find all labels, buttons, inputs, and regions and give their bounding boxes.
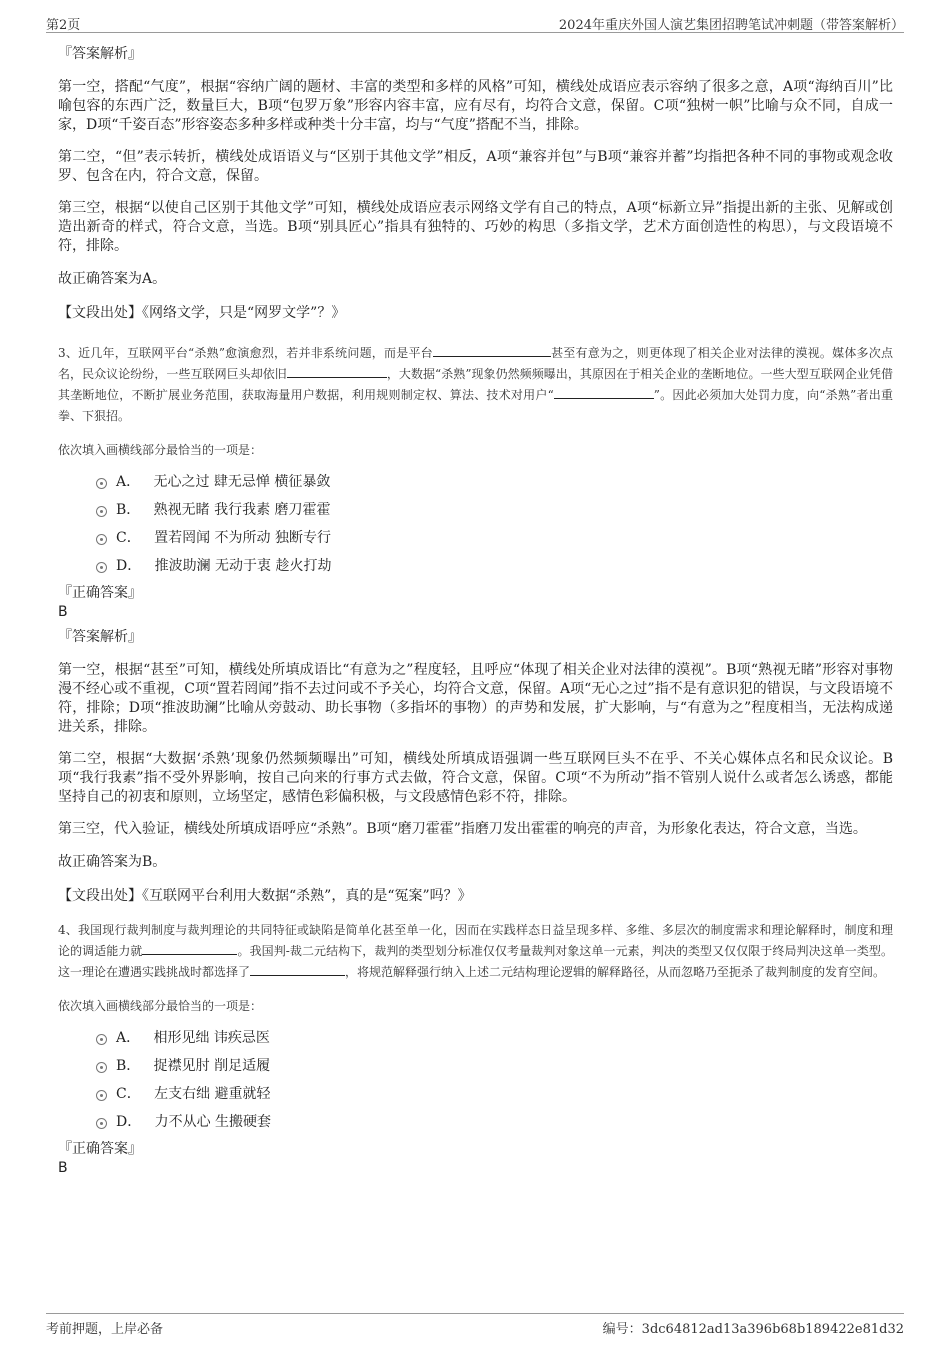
option-a[interactable]: A． 无心之过 肆无忌惮 横征暴敛 xyxy=(58,471,893,499)
radio-icon[interactable] xyxy=(96,1062,107,1073)
correct-answer: B xyxy=(58,604,68,620)
source-citation: 【文段出处】《互联网平台利用大数据“杀熟”，真的是“冤案”吗？》 xyxy=(58,888,472,904)
radio-icon[interactable] xyxy=(96,478,107,489)
question-stem: 4、我国现行裁判制度与裁判理论的共同特征或缺陷是简单化甚至单一化，因而在实践样态日益呈现多样、多维、多层次的制度需求和理论解释时，制度和理论的调适能力就 。我国判-裁二元结构下，裁判的类型划分标准仅仅考量裁判对象这单一元素，判决的类型又仅仅限于终局判决这单一类型。这一理论在遭遇实践挑战时都选择了 ，将规范解释强行纳入上述二元结构理论逻辑的解释路径，从而忽略乃至扼杀了裁判制度的发育空间。 xyxy=(58,923,893,979)
conclusion: 故正确答案为A。 xyxy=(58,271,167,287)
option-list xyxy=(58,471,893,583)
analysis-paragraph: 第三空，根据“以使自己区别于其他文学”可知，横线处成语应表示网络文学有自己的特点，A项“标新立异”指提出新的主张、见解或创造出新奇的样式，符合文意，当选。B项“别具匠心”指具有独特的、巧妙的构思（多指文学，艺术方面创造性的构思），与文段语境不符，排除。 xyxy=(58,200,893,254)
footer-slogan: 考前押题，上岸必备 xyxy=(46,1322,164,1337)
page-content xyxy=(58,44,893,1183)
analysis-paragraph: 第二空，“但”表示转折，横线处成语语义与“区别于其他文学”相反，A项“兼容并包”与B项“兼容并蓄”均指把各种不同的事物或观念收罗、包含在内，符合文意，保留。 xyxy=(58,149,893,184)
option-c[interactable]: C． 左支右绌 避重就轻 xyxy=(58,1083,893,1111)
page-header xyxy=(46,12,904,33)
option-c[interactable]: C． 置若罔闻 不为所动 独断专行 xyxy=(58,527,893,555)
conclusion: 故正确答案为B。 xyxy=(58,854,167,870)
analysis-tag: 『答案解析』 xyxy=(58,629,142,645)
option-b[interactable]: B． 捉襟见肘 削足适履 xyxy=(58,1055,893,1083)
radio-icon[interactable] xyxy=(96,534,107,545)
page-number: 第2页 xyxy=(46,18,81,33)
option-b[interactable]: B． 熟视无睹 我行我素 磨刀霍霍 xyxy=(58,499,893,527)
analysis-paragraph: 第二空，根据“大数据‘杀熟’现象仍然频频曝出”可知，横线处所填成语强调一些互联网巨头不在乎、不关心媒体点名和民众议论。B项“我行我素”指不受外界影响，按自己向来的行事方式去做，符合文意，保留。C项“不为所动”指不管别人说什么或者怎么诱惑，都能坚持自己的初衷和原则，立场坚定，感情色彩偏积极，与文段感情色彩不符，排除。 xyxy=(58,751,893,805)
option-d[interactable]: D． 力不从心 生搬硬套 xyxy=(58,1111,893,1139)
source-citation: 【文段出处】《网络文学，只是“网罗文学”？》 xyxy=(58,305,346,321)
question-prompt: 依次填入画横线部分最恰当的一项是： xyxy=(58,999,263,1013)
question-prompt: 依次填入画横线部分最恰当的一项是： xyxy=(58,443,263,457)
blank-line xyxy=(554,386,654,399)
correct-answer-tag: 『正确答案』 xyxy=(58,585,142,601)
analysis-paragraph: 第三空，代入验证，横线处所填成语呼应“杀熟”。B项“磨刀霍霍”指磨刀发出霍霍的响亮的声音，为形象化表达，符合文意，当选。 xyxy=(58,821,867,837)
radio-icon[interactable] xyxy=(96,506,107,517)
radio-icon[interactable] xyxy=(96,1034,107,1045)
question-stem: 3、近几年，互联网平台“杀熟”愈演愈烈，若并非系统问题，而是平台 甚至有意为之，则更体现了相关企业对法律的漠视。媒体多次点名，民众议论纷纷，一些互联网巨头却依旧 ，大数据“杀熟”现象仍然频频曝出，其原因在于相关企业的垄断地位。一些大型互联网企业凭借其垄断地位，不断扩展业务范围，获取海量用户数据，利用规则制定权、算法、技术对用户“ ”。因此必须加大处罚力度，向“杀熟”者出重拳、下狠招。 xyxy=(58,346,894,423)
analysis-paragraph: 第一空，根据“甚至”可知，横线处所填成语比“有意为之”程度轻，且呼应“体现了相关企业对法律的漠视”。B项“熟视无睹”形容对事物漫不经心或不重视，C项“置若罔闻”指不去过问或不予关心，均符合文意，保留。A项“无心之过”指不是有意识犯的错误，与文段语境不符，排除；D项“推波助澜”比喻从旁鼓动、助长事物（多指坏的事物）的声势和发展，扩大影响，与“有意为之”程度相当，无法构成递进关系，排除。 xyxy=(58,662,893,735)
analysis-paragraph: 第一空，搭配“气度”，根据“容纳广阔的题材、丰富的类型和多样的风格”可知，横线处成语应表示容纳了很多之意，A项“海纳百川”比喻包容的东西广泛，数量巨大，B项“包罗万象”形容内容丰富，应有尽有，均符合文意，保留。C项“独树一帜”比喻与众不同，自成一家，D项“千姿百态”形容姿态多种多样或种类十分丰富，均与“气度”搭配不当，排除。 xyxy=(58,79,893,133)
correct-answer-tag: 『正确答案』 xyxy=(58,1141,142,1157)
blank-line xyxy=(250,963,345,976)
blank-line xyxy=(287,365,387,378)
radio-icon[interactable] xyxy=(96,562,107,573)
radio-icon[interactable] xyxy=(96,1118,107,1129)
option-d[interactable]: D． 推波助澜 无动于衷 趁火打劫 xyxy=(58,555,893,583)
radio-icon[interactable] xyxy=(96,1090,107,1101)
option-a[interactable]: A． 相形见绌 讳疾忌医 xyxy=(58,1027,893,1055)
option-list xyxy=(58,1027,893,1139)
document-id: 编号：3dc64812ad13a396b68b189422e81d32 xyxy=(602,1322,904,1337)
page-footer xyxy=(46,1313,904,1338)
analysis-tag: 『答案解析』 xyxy=(58,46,142,62)
blank-line xyxy=(142,942,237,955)
blank-line xyxy=(433,344,551,357)
correct-answer: B xyxy=(58,1160,68,1176)
document-title: 2024年重庆外国人演艺集团招聘笔试冲刺题（带答案解析） xyxy=(558,18,904,33)
